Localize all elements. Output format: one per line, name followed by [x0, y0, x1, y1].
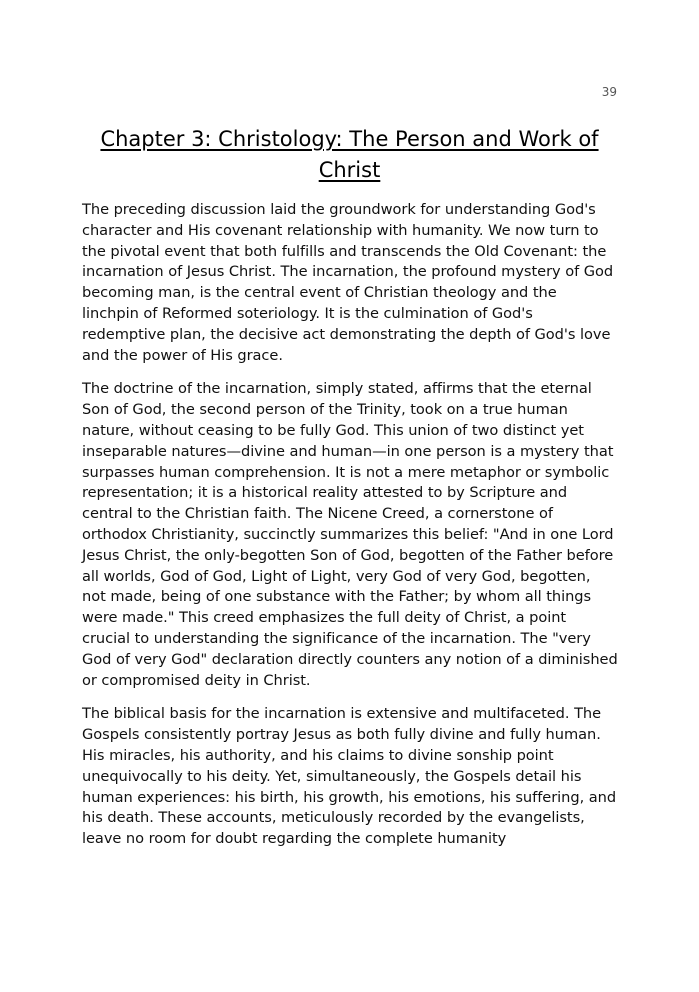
- chapter-title: Chapter 3: Christology: The Person and Work of Christ: [100, 127, 599, 182]
- body-text: [82, 200, 618, 863]
- paragraph: The preceding discussion laid the groundwork for understanding God's character and His covenant relationship with humanity. We now turn to the pivotal event that both fulfills and transcends the Old Covenant: the incarnation of Jesus Christ. The incarnation, the profound mystery of God becoming man, is the central event of Christian theology and the linchpin of Reformed soteriology. It is the culmination of God's redemptive plan, the decisive act demonstrating the depth of God's love and the power of His grace.: [82, 201, 614, 364]
- paragraph: The biblical basis for the incarnation is extensive and multifaceted. The Gospels consistently portray Jesus as both fully divine and fully human. His miracles, his authority, and his claims to divine sonship point unequivocally to his deity. Yet, simultaneously, the Gospels detail his human experiences: his birth, his growth, his emotions, his suffering, and his death. These accounts, meticulously recorded by the evangelists, leave no room for doubt regarding the complete humanity: [82, 705, 617, 848]
- page-number: 39: [601, 85, 617, 99]
- paragraph: The doctrine of the incarnation, simply stated, affirms that the eternal Son of God, the second person of the Trinity, took on a true human nature, without ceasing to be fully God. This union of two distinct yet inseparable natures—divine and human—in one person is a mystery that surpasses human comprehension. It is not a mere metaphor or symbolic representation; it is a historical reality attested to by Scripture and central to the Christian faith. The Nicene Creed, a cornerstone of orthodox Christianity, succinctly summarizes this belief: "And in one Lord Jesus Christ, the only-begotten Son of God, begotten of the Father before all worlds, God of God, Light of Light, very God of very God, begotten, not made, being of one substance with the Father; by whom all things were made." This creed emphasizes the full deity of Christ, a point crucial to understanding the significance of the incarnation. The "very God of very God" declaration directly counters any notion of a diminished or compromised deity in Christ.: [82, 380, 618, 689]
